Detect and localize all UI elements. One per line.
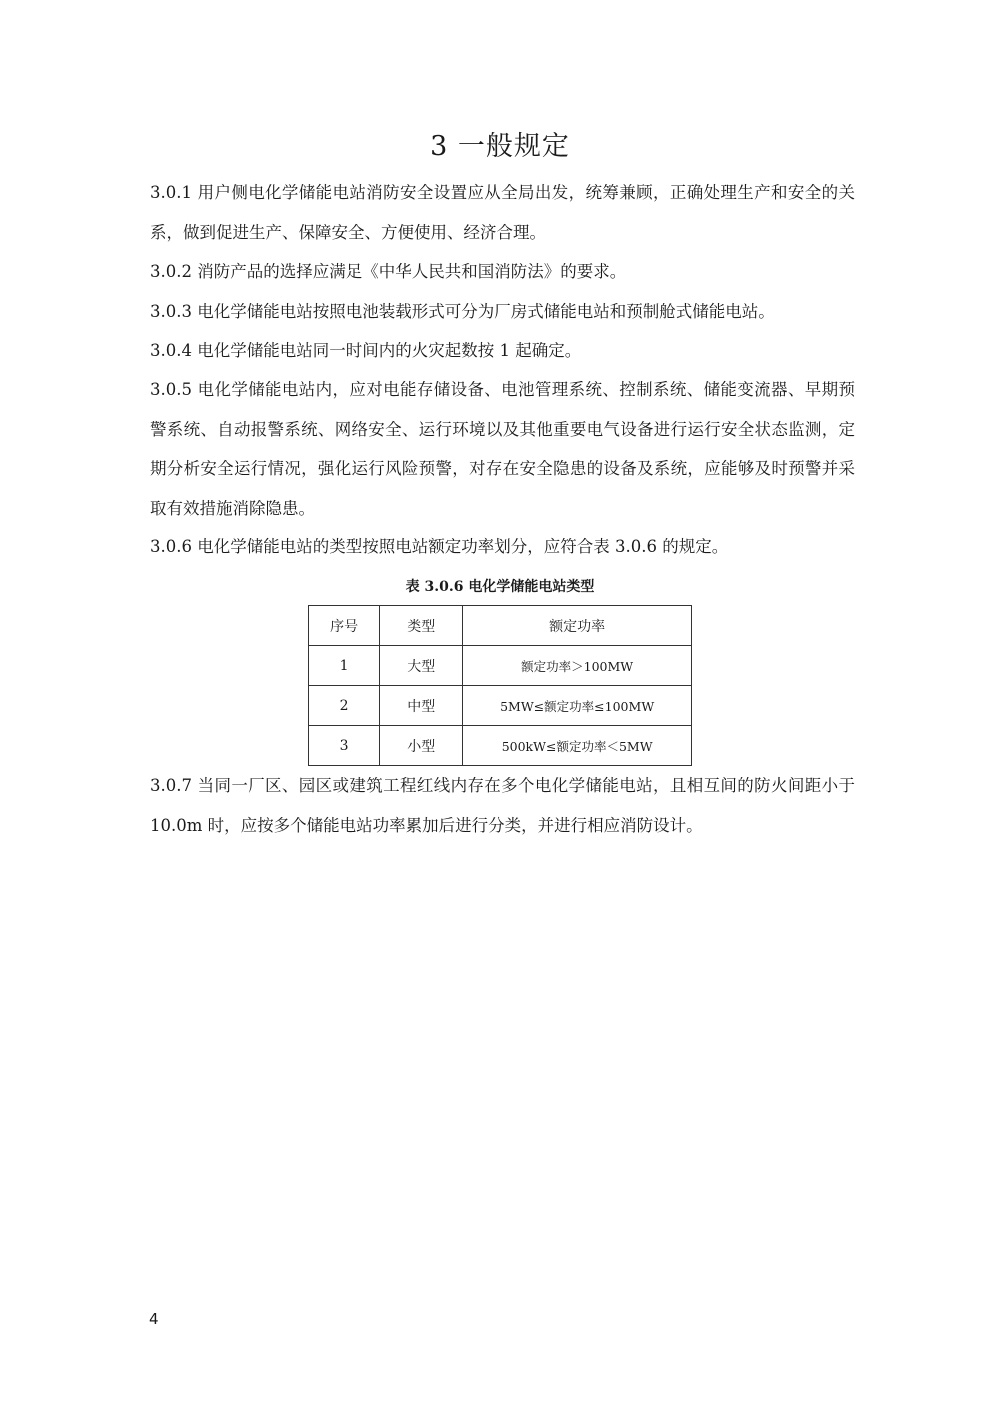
clause-3-0-6: 3.0.6 电化学储能电站的类型按照电站额定功率划分，应符合表 3.0.6 的规定。 <box>150 537 729 556</box>
clause-3-0-3: 3.0.3 电化学储能电站按照电池装载形式可分为厂房式储能电站和预制舱式储能电站。 <box>150 302 775 321</box>
cell-number: 1 <box>309 646 380 686</box>
page-number: 4 <box>149 1310 159 1328</box>
table-caption: 表 3.0.6 电化学储能电站类型 <box>405 579 595 595</box>
cell-rated-power: 500kW≤额定功率＜5MW <box>463 726 692 766</box>
table-row <box>309 646 692 686</box>
cell-number: 2 <box>309 686 380 726</box>
table-row <box>309 726 692 766</box>
clause-3-0-1: 3.0.1 用户侧电化学储能电站消防安全设置应从全局出发，统筹兼顾，正确处理生产和安全的关系，做到促进生产、保障安全、方便使用、经济合理。 <box>150 183 855 242</box>
cell-type: 小型 <box>380 726 463 766</box>
header-cell-number: 序号 <box>309 606 380 646</box>
table-header-row <box>309 606 692 646</box>
table-row <box>309 686 692 726</box>
clause-3-0-4: 3.0.4 电化学储能电站同一时间内的火灾起数按 1 起确定。 <box>150 341 582 360</box>
header-cell-type: 类型 <box>380 606 463 646</box>
clause-3-0-7: 3.0.7 当同一厂区、园区或建筑工程红线内存在多个电化学储能电站，且相互间的防火间距小于 10.0m 时，应按多个储能电站功率累加后进行分类，并进行相应消防设计。 <box>150 776 855 835</box>
page-title: 3 一般规定 <box>430 131 570 162</box>
cell-rated-power: 5MW≤额定功率≤100MW <box>463 686 692 726</box>
cell-type: 大型 <box>380 646 463 686</box>
clause-3-0-5: 3.0.5 电化学储能电站内，应对电能存储设备、电池管理系统、控制系统、储能变流器、早期预警系统、自动报警系统、网络安全、运行环境以及其他重要电气设备进行运行安全状态监测，定期分析安全运行情况，强化运行风险预警，对存在安全隐患的设备及系统，应能够及时预警并采取有效措施消除隐患。 <box>150 380 855 518</box>
cell-type: 中型 <box>380 686 463 726</box>
header-cell-rated-power: 额定功率 <box>463 606 692 646</box>
cell-rated-power: 额定功率＞100MW <box>463 646 692 686</box>
cell-number: 3 <box>309 726 380 766</box>
station-type-table <box>308 605 692 766</box>
clause-3-0-2: 3.0.2 消防产品的选择应满足《中华人民共和国消防法》的要求。 <box>150 262 627 281</box>
